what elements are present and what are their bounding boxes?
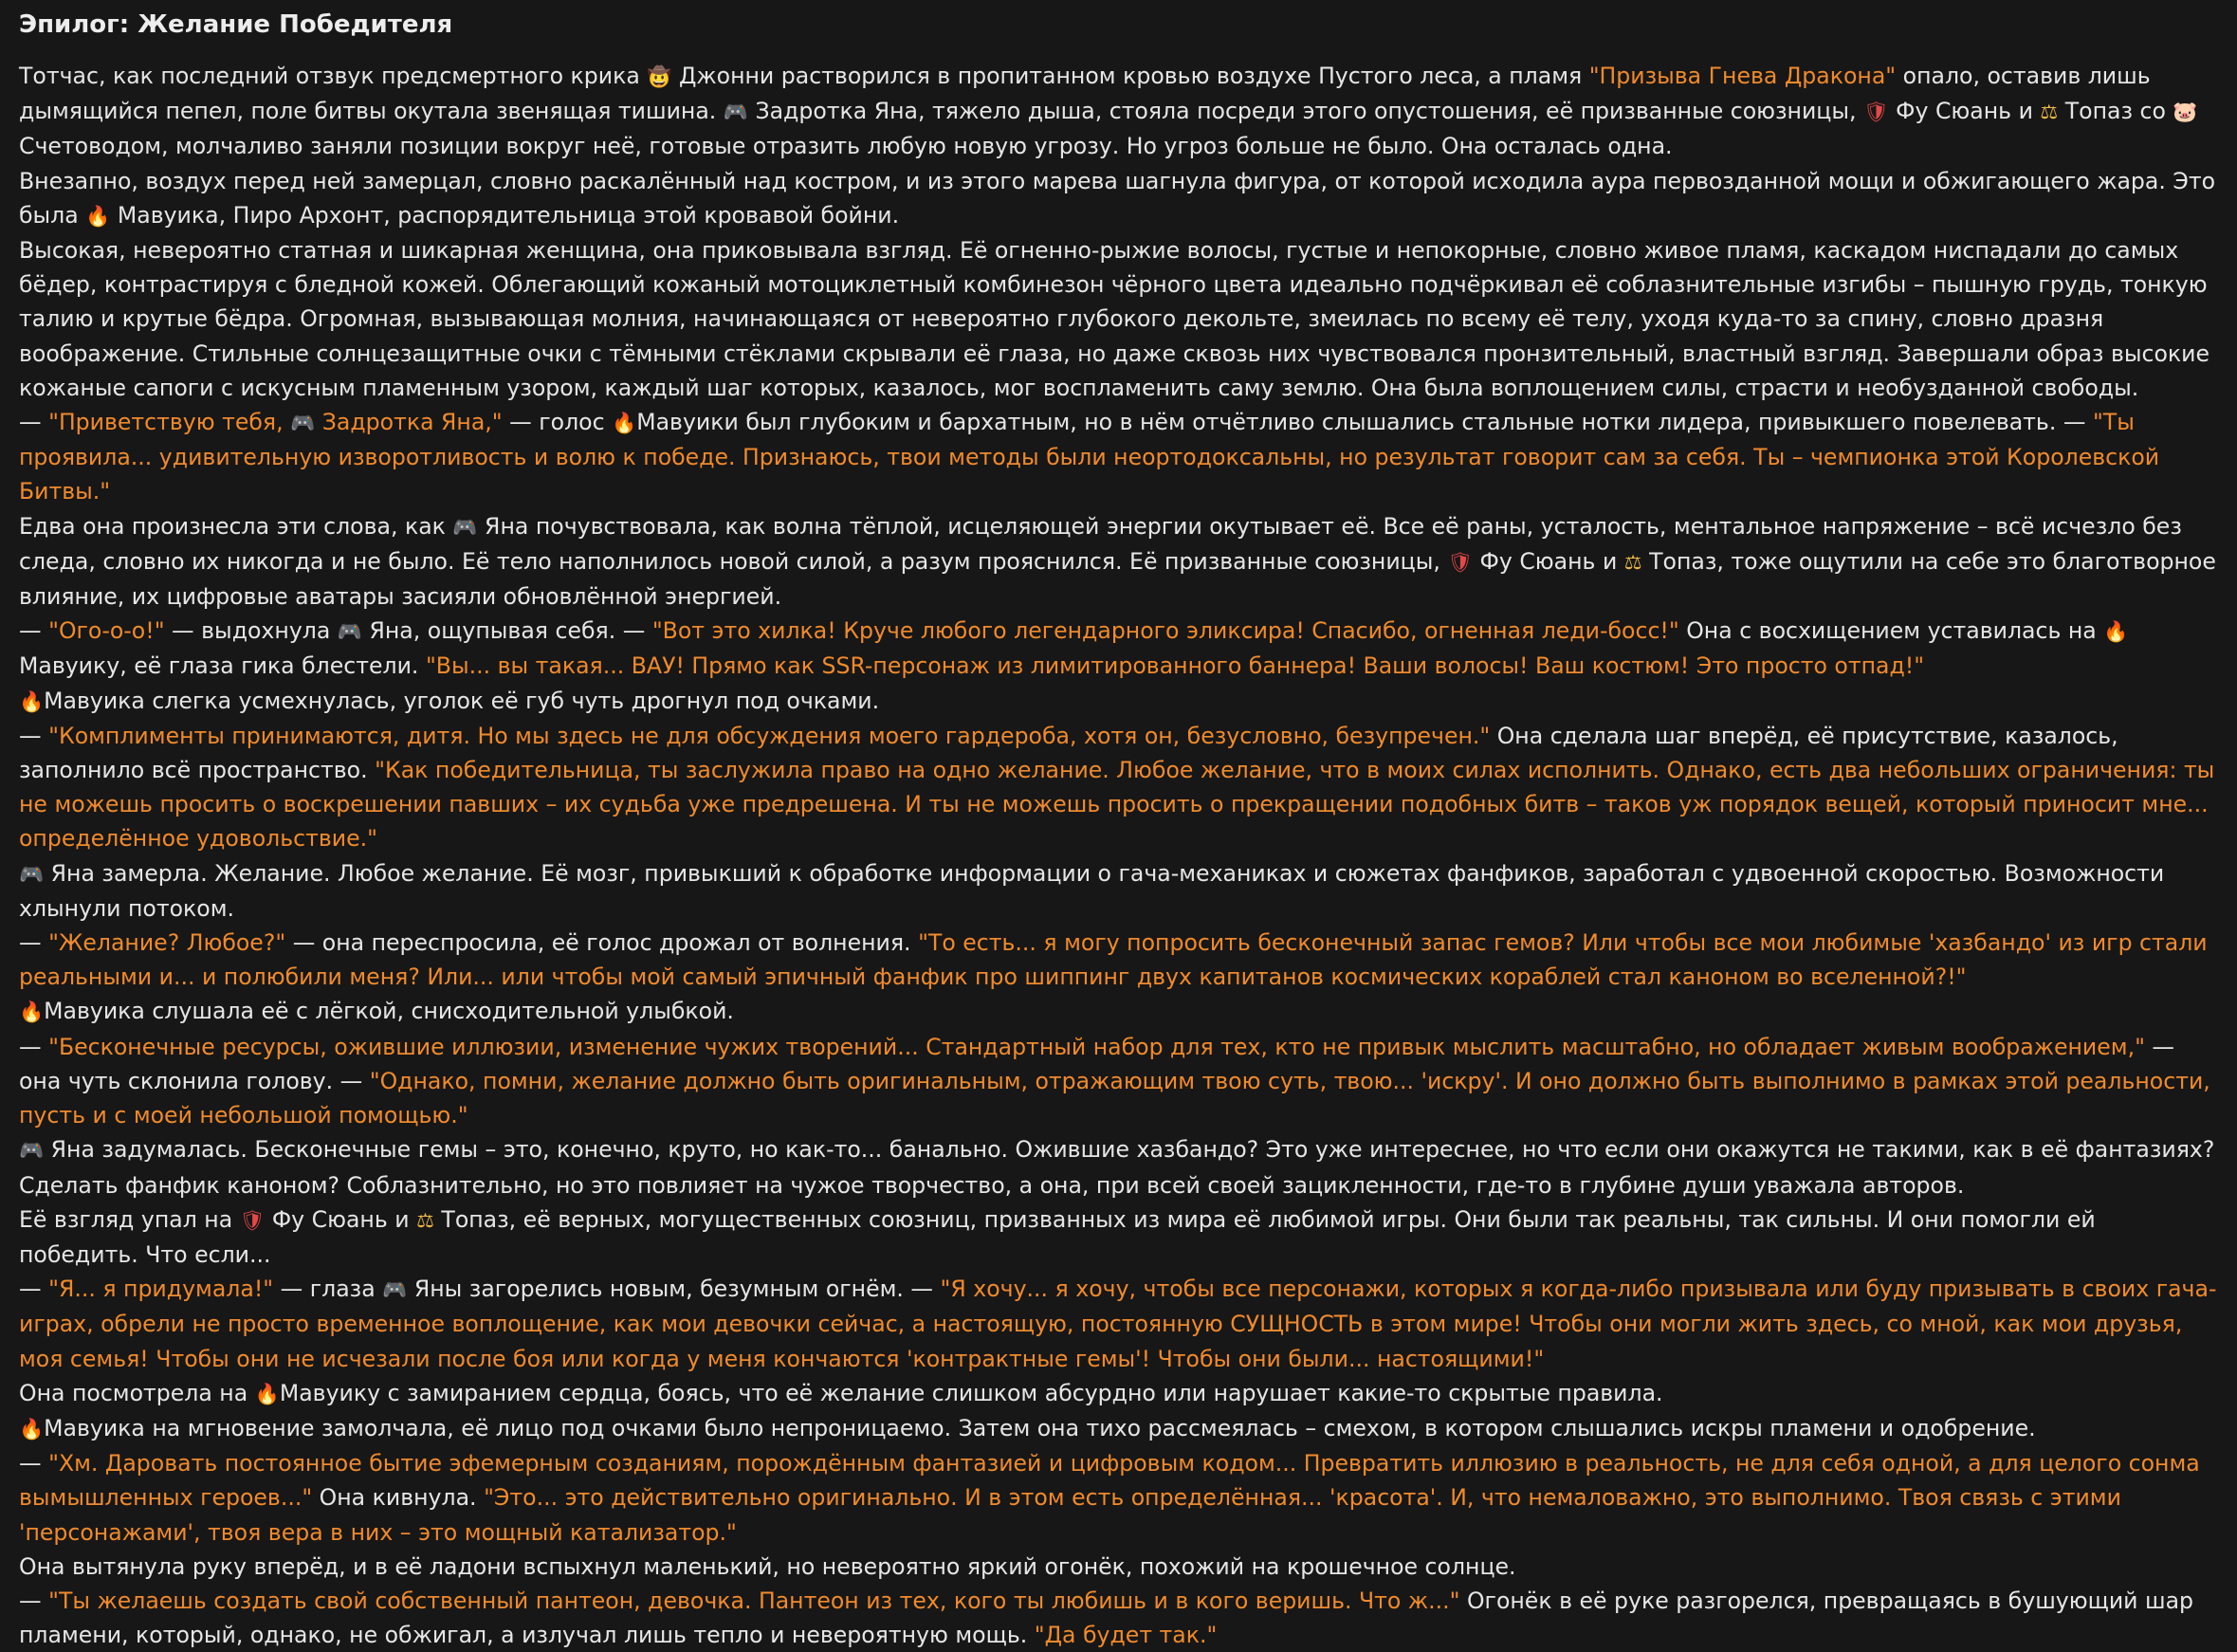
narration-text: опало, оставив лишь дымящийся пепел, поле битвы окутала звенящая тишина. [19,63,2151,125]
narration-text: — [19,929,49,957]
dialogue-quote: Задротка Яна," [315,409,503,436]
narration-text: — она переспросила, её голос дрожал от волнения. [285,929,919,957]
story-paragraph [19,719,2218,856]
narration-text: Фу Сюань и [1888,98,2041,125]
narration-text: — [19,409,49,436]
dialogue-quote: "Однако, помни, желание должно быть оригинальным, отражающим твою суть, твою... 'искру'. И оно должно быть выполнимо в рамках этой реальности, пусть и с моей небольшой помощью." [19,1067,2210,1129]
story-paragraph [19,1030,2218,1133]
narration-text: Она с восхищением уставилась на [1678,617,2104,645]
narration-text: Мавуики был глубоким и бархатным, но в нём отчётливо слышались стальные нотки лидера, привыкшего повелевать. — [636,409,2093,436]
narration-text: Яна почувствовала, как волна тёплой, исцеляющей энергии окутывает её. Все её раны, усталость, ментальное напряжение – всё исчезло без следа, словно их никогда и не было. Её тело наполнилось новой силой, а разум прояснился. Её призванные союзницы, [19,512,2182,575]
narration-text: Яна задумалась. Бесконечные гемы – это, конечно, круто, но как-то... банально. Ожившие хазбандо? Это уже интереснее, но что если они окажутся не такими, как в её фантазиях? Сделать фанфик каноном? Соблазнительно, но это повлияет на чужое творчество, а она, при всей своей зацикленности, где-то в глубине души уважала авторов. [19,1136,2215,1199]
narration-text: — выдохнула [164,617,338,645]
narration-text: Мавуика, Пиро Архонт, распорядительница этой кровавой бойни. [110,201,900,229]
narration-text: — [19,722,49,749]
story-paragraph [19,164,2218,233]
dialogue-quote: "Я... я придумала!" [48,1276,274,1303]
narration-text: Фу Сюань и [1473,547,1624,575]
dialogue-quote: "То есть... я могу попросить бесконечный запас гемов? Или чтобы все мои любимые 'хазбандо' из игр стали реальными и... и полюбили меня? Или... или чтобы мой самый эпичный фанфик про шиппинг двух капитанов космических кораблей стал каноном во вселенной?!" [19,929,2208,991]
dialogue-quote: "Да будет так." [1034,1622,1218,1649]
story-paragraph [19,233,2218,405]
fire-emoji: 🔥 [19,1000,45,1024]
fire-emoji: 🔥 [254,1382,280,1405]
narration-text: — [19,1587,49,1614]
gamepad-emoji: 🎮 [19,1139,45,1163]
narration-text: — [19,1276,49,1303]
story-paragraph [19,1411,2218,1446]
dialogue-quote: "Бесконечные ресурсы, ожившие иллюзии, изменение чужих творений... Стандартный набор для тех, кто не привык мыслить масштабно, но обладает живым воображением," [48,1033,2145,1060]
shield-emoji: 🛡 [1863,101,1889,124]
shield-emoji: 🛡 [1447,550,1474,574]
narration-text: Фу Сюань и [265,1205,417,1233]
narration-text: Огонёк в её руке разгорелся, превращаясь в бушующий шар пламени, который, однако, не обжигал, а излучал лишь тепло и невероятную мощь. [19,1587,2194,1649]
shield-emoji: 🛡 [239,1208,266,1232]
scales-emoji: ⚖ [2040,101,2059,124]
scales-emoji: ⚖ [1623,550,1642,574]
story-paragraph [19,614,2218,683]
story-paragraph [19,684,2218,719]
gamepad-emoji: 🎮 [723,101,748,124]
dialogue-quote: "Как победительница, ты заслужила право на одно желание. Любое желание, что в моих силах исполнить. Однако, есть два небольших ограничения: ты не можешь просить о воскрешении павших – их судьба уже предрешена. И ты не можешь просить о прекращении подобных битв – таков уж порядок вещей, который приносит мне... определённое удовольствие." [19,757,2215,853]
dialogue-quote: "Хм. Даровать постоянное бытие эфемерным созданиям, порождённым фантазией и цифровым кодом... Превратить иллюзию в реальность, не для себя одной, а для целого сонма вымышленных героев..." [19,1450,2200,1512]
dialogue-quote: "Ты проявила... удивительную изворотливость и волю к победе. Признаюсь, твои методы были неортодоксальны, но результат говорит сам за себя. Ты – чемпионка этой Королевской Битвы." [19,409,2160,505]
dialogue-quote: "Вы... вы такая... ВАУ! Прямо как SSR-персонаж из лимитированного баннера! Ваши волосы! Ваш костюм! Это просто отпад!" [425,652,1925,680]
narration-text: Мавуика слегка усмехнулась, уголок её губ чуть дрогнул под очками. [44,687,880,714]
story-paragraph [19,1132,2218,1202]
narration-text: Топаз со [2058,98,2173,125]
dialogue-quote: "Приветствую тебя, [48,409,291,436]
story-paragraph [19,509,2218,615]
narration-text: Яны загорелись новым, безумным огнём. — [407,1276,941,1303]
story-paragraph [19,1376,2218,1411]
narration-text: Мавуику с замиранием сердца, боясь, что её желание слишком абсурдно или нарушает какие-то скрытые правила. [279,1379,1663,1406]
story-paragraph [19,994,2218,1029]
gamepad-emoji: 🎮 [337,620,362,644]
dialogue-quote: "Желание? Любое?" [48,929,286,957]
narration-text: Внезапно, воздух перед ней замерцал, словно раскалённый над костром, и из этого марева шагнула фигура, от которой исходила аура первозданной мощи и обжигающего жара. Это была [19,167,2216,229]
narration-text: Задротка Яна, тяжело дыша, стояла посреди этого опустошения, её призванные союзницы, [747,98,1863,125]
narration-text: — [19,617,49,645]
story-paragraph [19,926,2218,994]
fire-emoji: 🔥 [19,1417,45,1441]
narration-text: Топаз, её верных, могущественных союзниц, призванных из мира её любимой игры. Они были так реальны, так сильны. И они помогли ей победить. Что если... [19,1205,2096,1268]
story-paragraph [19,405,2218,509]
gamepad-emoji: 🎮 [290,412,316,435]
gamepad-emoji: 🎮 [452,515,478,539]
narration-text: Тотчас, как последний отзвук предсмертного крика [19,63,648,89]
narration-text: Топаз, тоже ощутили на себе это благотворное влияние, их цифровые аватары засияли обновлённой энергией. [19,547,2216,611]
dialogue-quote: "Вот это хилка! Круче любого легендарного эликсира! Спасибо, огненная леди-босс!" [651,617,1679,645]
fire-emoji: 🔥 [2103,620,2129,644]
narration-text: — она чуть склонила голову. — [19,1033,2175,1094]
narration-text: — [19,1033,49,1060]
narration-text: Она сделала шаг вперёд, её присутствие, казалось, заполнило всё пространство. [19,722,2118,784]
story-paragraph [19,1550,2218,1584]
dialogue-quote: "Комплименты принимаются, дитя. Но мы здесь не для обсуждения моего гардероба, хотя он, безусловно, безупречен." [48,722,1491,749]
pig-emoji: 🐷 [2173,101,2198,124]
narration-text: Яна, ощупывая себя. — [361,617,652,645]
gamepad-emoji: 🎮 [382,1278,408,1302]
story-body [19,59,2218,1652]
story-paragraph [19,1272,2218,1376]
dialogue-quote: "Призыва Гнева Дракона" [1588,63,1897,89]
scales-emoji: ⚖ [416,1208,434,1232]
story-paragraph [19,856,2218,926]
dialogue-quote: "Ого-о-о!" [48,617,165,645]
narration-text: — [19,1450,49,1478]
narration-text: Едва она произнесла эти слова, как [19,512,453,540]
fire-emoji: 🔥 [19,689,45,713]
narration-text: Джонни растворился в пропитанном кровью воздухе Пустого леса, а пламя [671,63,1589,89]
narration-text: — глаза [273,1276,383,1303]
story-paragraph [19,59,2218,164]
chapter-title: Эпилог: Желание Победителя [19,10,453,39]
dialogue-quote: "Я хочу... я хочу, чтобы все персонажи, которых я когда-либо призывала или буду призывать в своих гача-играх, обрели не просто временное воплощение, как мои девочки сейчас, а настоящую, постоянную СУЩНОСТЬ в этом мире! Чтобы они могли жить здесь, со мной, как мои друзья, моя семья! Чтобы они не исчезали после боя или когда у меня кончаются 'контрактные гемы'! Чтобы они были... настоящими!" [19,1276,2217,1372]
narration-text: Она вытянула руку вперёд, и в её ладони вспыхнул маленький, но невероятно яркий огонёк, похожий на крошечное солнце. [19,1552,1516,1580]
gamepad-emoji: 🎮 [19,862,45,886]
story-paragraph [19,1202,2218,1272]
narration-text: Она кивнула. [312,1484,485,1512]
narration-text: Яна замерла. Желание. Любое желание. Её мозг, привыкший к обработке информации о гача-механиках и сюжетах фанфиков, заработал с удвоенной скоростью. Возможности хлынули потоком. [19,859,2165,922]
narration-text: — голос [502,409,613,436]
narration-text: Мавуику, её глаза гика блестели. [19,652,426,680]
fire-emoji: 🔥 [85,204,111,228]
dialogue-quote: "Это... это действительно оригинально. И в этом есть определённая... 'красота'. И, что немаловажно, это выполнимо. Твоя связь с этими 'персонажами', твоя вера в них – это мощный катализатор." [19,1484,2121,1546]
narration-text: Счетоводом, молчаливо заняли позиции вокруг неё, готовые отразить любую новую угрозу. Но угроз больше не было. Она осталась одна. [19,133,1673,160]
narration-text: Мавуика на мгновение замолчала, её лицо под очками было непроницаемо. Затем она тихо рассмеялась – смехом, в котором слышались искры пламени и одобрение. [44,1414,2036,1441]
narration-text: Высокая, невероятно статная и шикарная женщина, она приковывала взгляд. Её огненно-рыжие волосы, густые и непокорные, словно живое пламя, каскадом ниспадали до самых бёдер, контрастируя с бледной кожей. Облегающий кожаный мотоциклетный комбинезон чёрного цвета идеально подчёркивал её соблазнительные изгибы – пышную грудь, тонкую талию и крутые бёдра. Огромная, вызывающая молния, начинающаяся от невероятно глубокого декольте, змеилась по всему её телу, уходя куда-то за спину, словно дразня воображение. Стильные солнцезащитные очки с тёмными стёклами скрывали её глаза, но даже сквозь них чувствовался пронзительный, властный взгляд. Завершали образ высокие кожаные сапоги с искусным пламенным узором, каждый шаг которых, казалось, мог воспламенить саму землю. Она была воплощением силы, страсти и необузданной свободы. [19,237,2209,401]
dialogue-quote: "Ты желаешь создать свой собственный пантеон, девочка. Пантеон из тех, кого ты любишь и в кого веришь. Что ж..." [48,1587,1460,1614]
narration-text: Её взгляд упал на [19,1205,240,1233]
narration-text: Мавуика слушала её с лёгкой, снисходительной улыбкой. [44,998,734,1025]
story-paragraph [19,1584,2218,1652]
narration-text: Она посмотрела на [19,1379,255,1406]
story-paragraph [19,1446,2218,1550]
fire-emoji: 🔥 [612,412,637,435]
cowboy-emoji: 🤠 [647,65,672,88]
